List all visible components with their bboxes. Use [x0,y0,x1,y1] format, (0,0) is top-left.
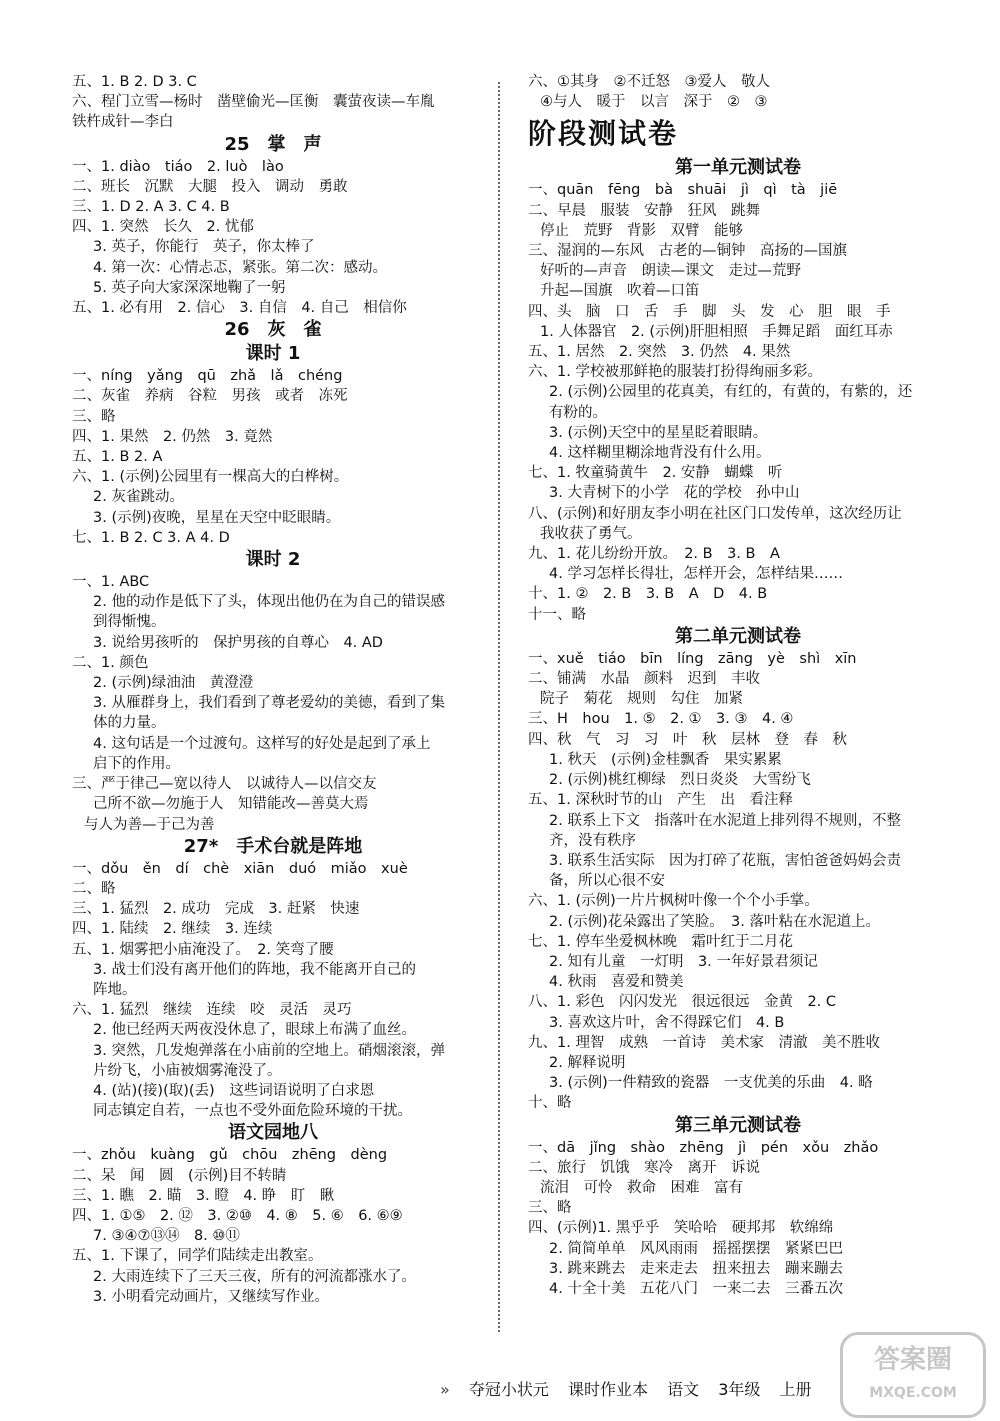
right-column [528,72,948,1299]
answer-line: 五、1. 居然 2. 突然 3. 仍然 4. 果然 [528,344,791,361]
section-heading: 第二单元测试卷 [675,625,801,647]
answer-line: 升起—国旗 吹着—口笛 [540,283,700,300]
section-heading: 第三单元测试卷 [675,1114,801,1136]
section-heading: 26 灰 雀 [224,319,322,341]
footer-grade: 3年级 [718,1380,761,1399]
answer-line: 六、①其身 ②不迁怒 ③爱人 敬人 [528,74,770,90]
answer-line: 齐，没有秩序 [549,832,636,849]
answer-line: 五、1. 下课了，同学们陆续走出教室。 [72,1248,323,1265]
answer-line: 停止 荒野 背影 双臂 能够 [540,222,743,239]
answer-line: 六、1. 学校被那鲜艳的服装打扮得绚丽多彩。 [528,364,822,381]
answer-line: 三、湿润的—东风 古老的—铜钟 高扬的—国旗 [528,243,847,260]
answer-line: 五、1. 烟雾把小庙淹没了。 2. 笑弯了腰 [72,941,334,958]
section-heading: 语文园地八 [228,1122,318,1144]
answer-line: 二、灰雀 养病 谷粒 男孩 或者 冻死 [72,388,348,405]
answer-line: 3. (示例)天空中的星星眨着眼睛。 [549,424,768,441]
section-heading: 27* 手术台就是阵地 [183,835,363,857]
answer-line: 3. 跳来跳去 走来走去 扭来扭去 蹦来蹦去 [549,1260,843,1277]
answer-line: 二、旅行 饥饿 寒冷 离开 诉说 [528,1159,760,1176]
answer-line: ④与人 暖于 以言 深于 ② ③ [540,94,768,111]
answer-line: 八、1. 彩色 闪闪发光 很远很远 金黄 2. C [528,994,837,1011]
answer-line: 2. (示例)绿油油 黄澄澄 [93,675,254,692]
answer-line: 四、1. 突然 长久 2. 忧郁 [72,219,254,236]
answer-line: 2. (示例)花朵露出了笑脸。 3. 落叶粘在水泥道上。 [549,913,880,930]
answer-line: 启下的作用。 [93,755,180,772]
answer-line: 五、1. 深秋时节的山 产生 出 看注释 [528,792,793,809]
arrow-icon: » [440,1380,450,1399]
answer-line: 己所不欲—勿施于人 知错能改—善莫大焉 [93,796,369,813]
answer-line: 三、H hou 1. ⑤ 2. ① 3. ③ 4. ④ [528,711,794,728]
answer-line: 一、1. ABC [72,574,150,591]
answer-line: 一、xuě tiáo bīn líng zāng yè shì xīn [528,650,857,667]
answer-line: 一、1. diào tiáo 2. luò lào [72,158,284,175]
answer-line: 九、1. 花儿纷纷开放。 2. B 3. B A [528,546,780,563]
section-heading: 课时 1 [245,343,301,365]
answer-line: 院子 菊花 规则 勾住 加紧 [540,691,743,708]
answer-line: 2. 灰雀跳动。 [93,489,184,506]
watermark-logo [840,1332,986,1418]
answer-line: 4. (站)(接)(取)(丢) 这些词语说明了白求恩 [93,1082,375,1099]
answer-line: 2. 解释说明 [549,1054,626,1071]
left-column [72,72,474,1307]
answer-line: 六、1. 猛烈 继续 连续 咬 灵活 灵巧 [72,1002,352,1019]
answer-line: 三、略 [72,408,116,425]
answer-line: 4. 十全十美 五花八门 一来二去 三番五次 [549,1280,843,1297]
answer-line: 片纷飞，小庙被烟雾淹没了。 [93,1062,282,1079]
answer-line: 三、1. 瞧 2. 瞄 3. 瞪 4. 睁 盯 瞅 [72,1187,335,1204]
answer-line: 与人为善—于己为善 [84,816,215,833]
answer-line: 七、1. 牧童骑黄牛 2. 安静 蝴蝶 听 [528,465,783,482]
answer-line: 好听的—声音 朗读—课文 走过—荒野 [540,263,801,280]
answer-line: 十一、略 [528,606,586,623]
answer-line: 3. 突然，几发炮弹落在小庙前的空地上。硝烟滚滚，弹 [93,1042,445,1059]
column-divider [498,82,500,1332]
answer-line: 七、1. 停车坐爱枫林晚 霜叶红于二月花 [528,933,793,950]
answer-line: 4. 学习怎样长得壮，怎样开会，怎样结果…… [549,566,843,583]
answer-line: 二、呆 闻 圆 (示例)目不转睛 [72,1167,287,1184]
answer-line: 八、(示例)和好朋友李小明在社区门口发传单，这次经历让 [528,505,902,522]
answer-line: 4. 这样糊里糊涂地背没有什么用。 [549,445,771,462]
answer-line: 四、(示例)1. 黑乎乎 笑哈哈 硬邦邦 软绵绵 [528,1220,834,1237]
answer-line: 四、1. ①⑤ 2. ⑫ 3. ②⑩ 4. ⑧ 5. ⑥ 6. ⑥⑨ [72,1207,403,1224]
answer-line: 二、早晨 服装 安静 狂风 跳舞 [528,202,760,219]
answer-line: 一、dǒu ěn dí chè xiān duó miǎo xuè [72,860,408,877]
answer-line: 一、dā jǐng shào zhēng jì pén xǒu zhǎo [528,1139,879,1156]
answer-line: 5. 英子向大家深深地鞠了一躬 [93,279,286,296]
answer-line: 四、头 脑 口 舌 手 脚 头 发 心 胆 眼 手 [528,303,891,320]
answer-line: 三、严于律己—宽以待人 以诚待人—以信交友 [72,776,377,793]
answer-line: 三、1. 猛烈 2. 成功 完成 3. 赶紧 快速 [72,901,360,918]
footer-book: 课时作业本 [568,1380,649,1399]
answer-line: 七、1. B 2. C 3. A 4. D [72,529,230,546]
answer-line: 一、zhǒu kuàng gǔ chōu zhēng dèng [72,1147,388,1164]
answer-line: 3. (示例)夜晚，星星在天空中眨眼睛。 [93,509,341,526]
answer-line: 3. 英子，你能行 英子，你太棒了 [93,239,315,256]
section-heading: 课时 2 [245,549,301,571]
answer-line: 二、1. 颜色 [72,654,149,671]
answer-line: 三、略 [528,1200,572,1217]
answer-line: 一、níng yǎng qū zhǎ lǎ chéng [72,368,343,385]
answer-line: 有粉的。 [549,404,607,421]
answer-line: 四、1. 陆续 2. 继续 3. 连续 [72,921,273,938]
answer-line: 五、1. B 2. A [72,449,163,466]
answer-line: 五、1. 必有用 2. 信心 3. 自信 4. 自己 相信你 [72,300,407,317]
watermark-text: 答案圈 [873,1345,952,1375]
answer-line: 3. 说给男孩听的 保护男孩的自尊心 4. AD [93,634,383,651]
answer-line: 3. 战士们没有离开他们的阵地，我不能离开自己的 [93,961,416,978]
answer-line: 2. 知有儿童 一灯明 3. 一年好景君须记 [549,953,818,970]
answer-line: 2. 联系上下文 指落叶在水泥道上排列得不规则，不整 [549,812,901,829]
answer-line: 3. 从雁群身上，我们看到了尊老爱幼的美德，看到了集 [93,695,445,712]
answer-line: 九、1. 理智 成熟 一首诗 美术家 清澈 美不胜收 [528,1034,880,1051]
watermark-url: MXQE.COM [869,1385,957,1401]
answer-line: 四、1. 果然 2. 仍然 3. 竟然 [72,428,273,445]
answer-line: 2. (示例)桃红柳绿 烈日炎炎 大雪纷飞 [549,772,811,789]
part-title: 阶段测试卷 [528,117,679,151]
answer-line: 六、程门立雪—杨时 凿壁偷光—匡衡 囊萤夜读—车胤 [72,94,435,111]
section-heading: 第一单元测试卷 [675,157,801,179]
answer-line: 我收获了勇气。 [540,525,642,542]
answer-line: 铁杵成针—李白 [72,114,174,131]
answer-line: 2. 他的动作是低下了头，体现出他仍在为自己的错误感 [93,594,445,611]
answer-line: 阵地。 [93,981,137,998]
answer-line: 1. 人体器官 2. (示例)肝胆相照 手舞足蹈 面红耳赤 [540,323,893,340]
answer-line: 4. 这句话是一个过渡句。这样写的好处是起到了承上 [93,735,431,752]
answer-line: 六、1. (示例)公园里有一棵高大的白桦树。 [72,469,349,486]
answer-line: 2. 简简单单 风风雨雨 摇摇摆摆 紧紧巴巴 [549,1240,843,1257]
answer-line: 三、1. D 2. A 3. C 4. B [72,199,230,216]
footer-brand: 夺冠小状元 [468,1380,549,1399]
answer-line: 六、1. (示例)一片片枫树叶像一个个小手掌。 [528,893,819,910]
answer-line: 同志镇定自若，一点也不受外面危险环境的干扰。 [93,1103,412,1120]
answer-line: 四、秋 气 习 习 叶 秋 层林 登 春 秋 [528,731,847,748]
answer-line: 二、铺满 水晶 颜料 迟到 丰收 [528,671,760,688]
answer-line: 十、略 [528,1095,572,1112]
footer-term: 上册 [779,1380,812,1399]
answer-line: 2. 他已经两天两夜没休息了，眼球上布满了血丝。 [93,1022,416,1039]
answer-line: 五、1. B 2. D 3. C [72,74,197,90]
answer-line: 3. 喜欢这片叶，舍不得踩它们 4. B [549,1014,785,1031]
answer-line: 备，所以心很不安 [549,873,665,890]
answer-line: 2. (示例)公园里的花真美，有红的，有黄的，有紫的，还 [549,384,913,401]
answer-line: 3. 小明看完动画片，又继续写作业。 [93,1288,329,1305]
section-heading: 25 掌 声 [224,133,322,155]
answer-line: 2. 大雨连续下了三天三夜，所有的河流都涨水了。 [93,1268,416,1285]
answer-line: 7. ③④⑦⑬⑭ 8. ⑩⑪ [93,1228,240,1245]
answer-line: 流泪 可怜 救命 困难 富有 [540,1179,743,1196]
answer-line: 1. 秋天 (示例)金桂飘香 果实累累 [549,751,782,768]
answer-line: 二、班长 沉默 大腿 投入 调动 勇敢 [72,178,348,195]
footer-subject: 语文 [667,1380,700,1399]
answer-line: 3. 联系生活实际 因为打碎了花瓶，害怕爸爸妈妈会责 [549,852,901,869]
answer-line: 一、quān fēng bà shuāi jì qì tà jiē [528,182,838,199]
answer-line: 4. 第一次：心情忐忑，紧张。第二次：感动。 [93,259,387,276]
answer-line: 十、1. ② 2. B 3. B A D 4. B [528,586,768,603]
answer-line: 3. 大青树下的小学 花的学校 孙中山 [549,485,800,502]
answer-line: 二、略 [72,880,116,897]
answer-line: 体的力量。 [93,715,166,732]
answer-line: 到得惭愧。 [93,614,166,631]
answer-line: 3. (示例)一件精致的瓷器 一支优美的乐曲 4. 略 [549,1075,873,1092]
answer-line: 4. 秋雨 喜爱和赞美 [549,974,684,991]
